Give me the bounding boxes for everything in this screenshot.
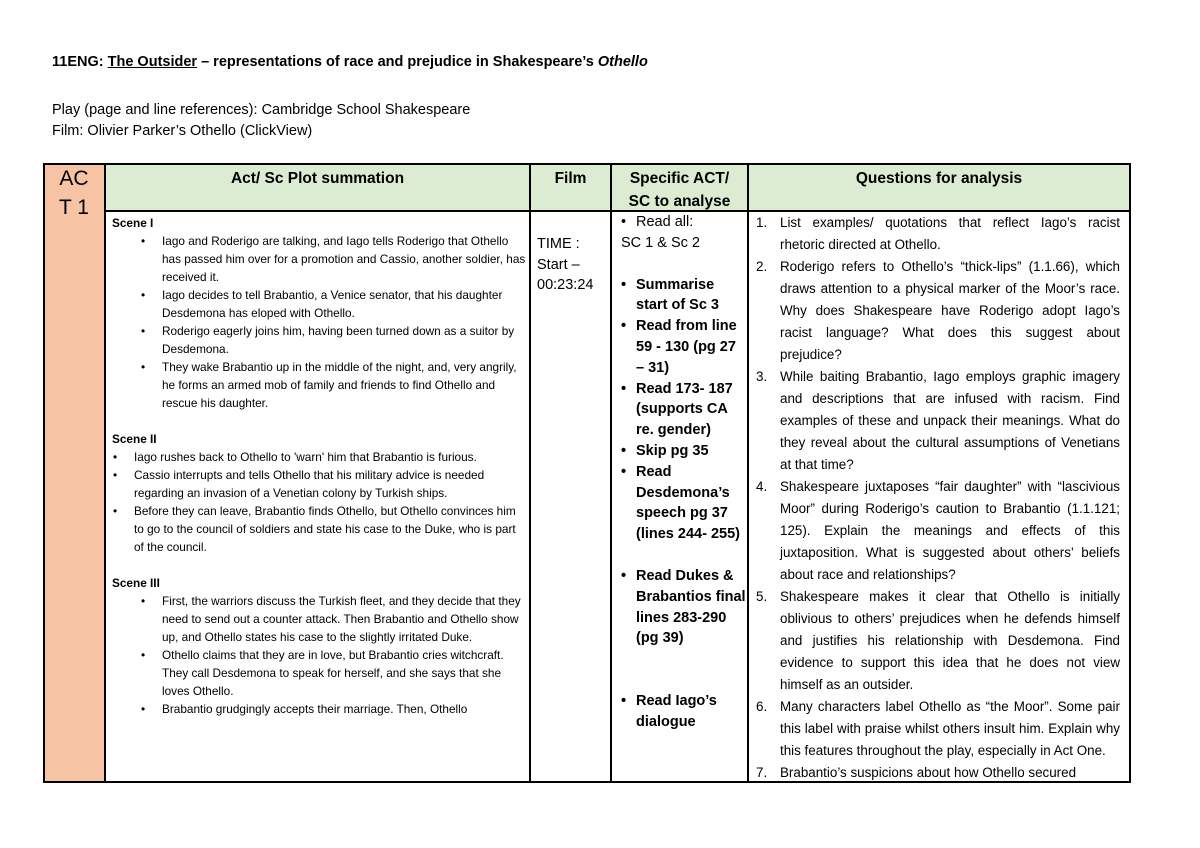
list-item: SC 1 & Sc 2 xyxy=(621,234,700,251)
question-item: 1. List examples/ quotations that reflect Iago’s racist rhetoric directed at Othello. xyxy=(756,215,1120,252)
list-item: • Skip pg 35 xyxy=(618,441,746,462)
plot-summation xyxy=(112,214,526,718)
scene-2-list xyxy=(112,448,526,556)
list-item: • Iago decides to tell Brabantio, a Venice senator, that his daughter Desdemona has eloped with Othello. xyxy=(112,286,526,322)
list-item: • Iago rushes back to Othello to 'warn' him that Brabantio is furious. xyxy=(112,448,526,466)
list-item: • Roderigo eagerly joins him, having been turned down as a suitor by Desdemona. xyxy=(112,322,526,358)
act-cell xyxy=(44,164,105,782)
col-header-questions: Questions for analysis xyxy=(855,170,1023,187)
list-item: • Before they can leave, Brabantio finds Othello, but Othello convinces him to go to the council of soldiers and state his case to the Duke, who is part of the council. xyxy=(112,502,526,556)
film-time: TIME : Start – 00:23:24 xyxy=(537,236,594,293)
questions-list xyxy=(756,212,1120,784)
scene-3-list xyxy=(112,592,526,718)
play-title: Othello xyxy=(597,54,648,70)
list-item: • Read all: xyxy=(618,212,746,233)
list-item: • Summarise start of Sc 3 xyxy=(618,275,746,317)
list-item: • Othello claims that they are in love, but Brabantio cries witchcraft. They call Desdemona to speak for herself, and she says that she loves Othello. xyxy=(112,646,526,700)
title-rest: – representations of race and prejudice in Shakespeare’s xyxy=(197,54,598,70)
film-reference: Film: Olivier Parker’s Othello (ClickView) xyxy=(52,123,313,139)
list-item: • Brabantio grudgingly accepts their marriage. Then, Othello xyxy=(112,700,526,718)
list-item: • Read 173- 187 (supports CA re. gender) xyxy=(618,379,746,441)
list-item: • Read Dukes & Brabantios final lines 283-290 (pg 39) xyxy=(618,566,746,649)
scene-3-title: Scene III xyxy=(112,576,160,590)
question-item: 5. Shakespeare makes it clear that Othello is initially oblivious to others’ prejudices when he defends himself and justifies his relationship with Desdemona. Find evidence to support this idea that he does not view himself as an outsider. xyxy=(756,589,1120,692)
question-item: 2. Roderigo refers to Othello’s “thick-lips” (1.1.66), which draws attention to a physical marker of the Moor’s race. Why does Shakespeare have Roderigo adopt Iago’s racist language? What does this suggest about prejudice? xyxy=(756,259,1120,362)
col-header-film: Film xyxy=(554,170,587,187)
list-item: • Cassio interrupts and tells Othello that his military advice is needed regarding an invasion of a Venetian colony by Turkish ships. xyxy=(112,466,526,502)
list-item: • They wake Brabantio up in the middle of the night, and, very angrily, he forms an armed mob of family and friends to find Othello and rescue his daughter. xyxy=(112,358,526,412)
question-item: 6. Many characters label Othello as “the Moor”. Some pair this label with praise whilst others insult him. Explain why this features throughout the play, especially in Act One. xyxy=(756,699,1120,758)
scene-1-title: Scene I xyxy=(112,216,154,230)
col-header-plot: Act/ Sc Plot summation xyxy=(230,170,405,187)
course-code: 11ENG: xyxy=(52,54,104,70)
question-item: 3. While baiting Brabantio, Iago employs graphic imagery and descriptions that are infused with racism. Find examples of these and unpack their meanings. What do they reveal about the cultural assumptions of Venetians at that time? xyxy=(756,369,1120,472)
list-item: • First, the warriors discuss the Turkish fleet, and they decide that they need to send out a counter attack. Then Brabantio and Othello show up, and Othello states his case to the slightly irritated Duke. xyxy=(112,592,526,646)
act-label: AC T 1 xyxy=(59,167,89,219)
question-item: 7. Brabantio’s suspicions about how Othello secured xyxy=(756,765,1077,780)
specific-sections xyxy=(618,212,746,733)
scene-1-list xyxy=(112,232,526,412)
list-item: • Read from line 59 - 130 (pg 27 – 31) xyxy=(618,316,746,378)
unit-title: The Outsider xyxy=(107,54,198,70)
scene-2-title: Scene II xyxy=(112,432,157,446)
list-item: • Read Desdemona’s speech pg 37 (lines 244- 255) xyxy=(618,462,746,545)
list-item: • Iago and Roderigo are talking, and Iago tells Roderigo that Othello has passed him over for a promotion and Cassio, another soldier, has received it. xyxy=(112,232,526,286)
document-title xyxy=(52,54,648,70)
question-item: 4. Shakespeare juxtaposes “fair daughter” with “lascivious Moor” during Roderigo’s caution to Brabantio (1.1.121; 125). Explain the meanings and effects of this juxtaposition. What is suggested about others’ beliefs about race and relationships? xyxy=(756,479,1120,582)
col-header-specific: Specific ACT/ SC to analyse xyxy=(628,170,731,210)
list-item: • Read Iago’s dialogue xyxy=(618,691,746,733)
play-reference: Play (page and line references): Cambridge School Shakespeare xyxy=(52,102,471,118)
